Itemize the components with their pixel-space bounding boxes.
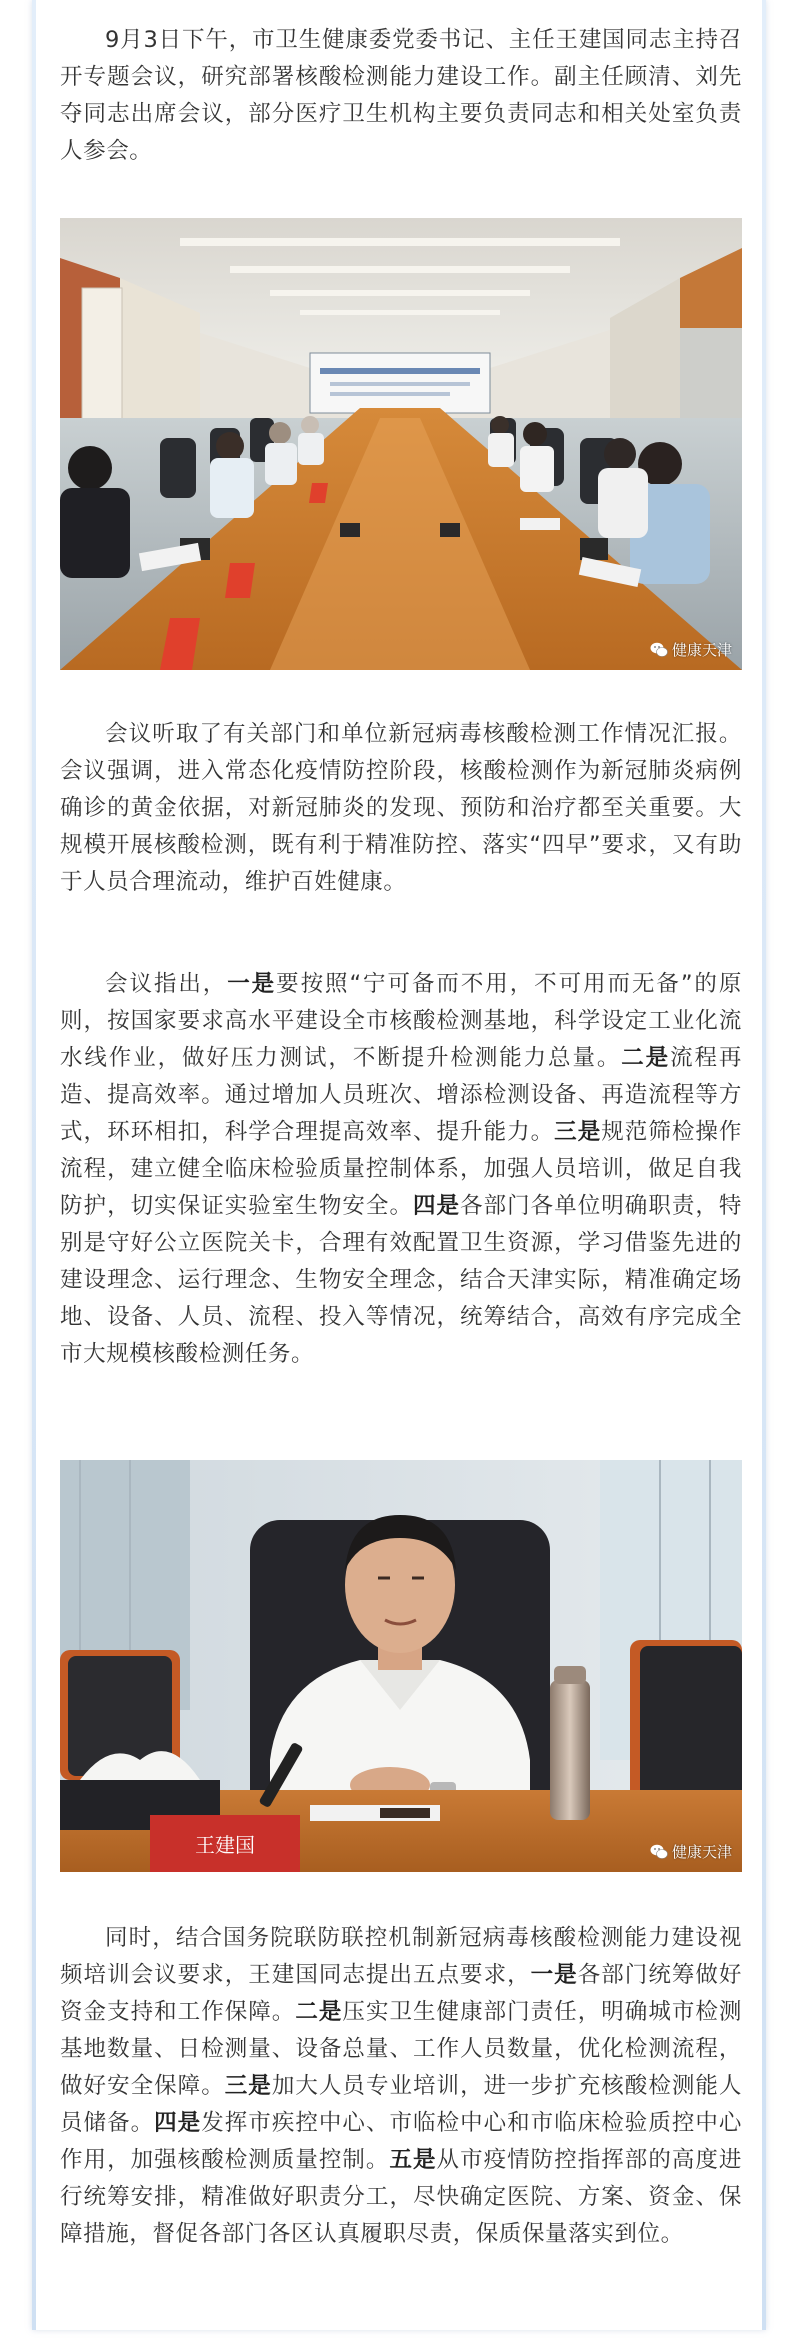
meeting-room-illustration: [60, 218, 742, 670]
p3-text-2: 流程再造、提高效率。通过增加人员班次、增添检测设备、再造流程等方式，环环相扣，科学合理提高效率、提升能力。: [60, 1045, 742, 1145]
watermark-text-2: 健康天津: [671, 1843, 732, 1861]
speaker-photo: [60, 1460, 742, 1872]
paragraph-2-text: 会议听取了有关部门和单位新冠病毒核酸检测工作情况汇报。会议强调，进入常态化疫情防控阶段，核酸检测作为新冠肺炎病例确诊的黄金依据，对新冠肺炎的发现、预防和治疗都至关重要。大规模开展核酸检测，既有利于精准防控、落实“四早”要求，又有助于人员合理流动，维护百姓健康。: [60, 721, 742, 895]
p4-key-1: 一是: [530, 1962, 578, 1988]
p4-text-3: 加大人员专业培训，进一步扩充核酸检测能人员储备。: [60, 2073, 743, 2136]
p4-key-5: 五是: [389, 2147, 437, 2173]
speaker-illustration: [60, 1460, 742, 1872]
p4-text-5: 从市疫情防控指挥部的高度进行统筹安排，精准做好职责分工，尽快确定医院、方案、资金、保障措施，督促各部门各区认真履职尽责，保质保量落实到位。: [60, 2147, 743, 2247]
paragraph-3-text: [60, 966, 742, 1373]
p4-intro: 同时，结合国务院联防联控机制新冠病毒核酸检测能力建设视频培训会议要求，王建国同志提出五点要求，: [60, 1925, 742, 1988]
p3-text-4: 各部门各单位明确职责，特别是守好公立医院关卡，合理有效配置卫生资源，学习借鉴先进的建设理念、运行理念、生物安全理念，结合天津实际，精准确定场地、设备、人员、流程、投入等情况，统筹结合，高效有序完成全市大规模核酸检测任务。: [60, 1193, 743, 1367]
watermark-2: [650, 1841, 732, 1862]
paragraph-4-text: [60, 1920, 742, 2253]
p4-text-2: 压实卫生健康部门责任，明确城市检测基地数量、日检测量、设备总量、工作人员数量，优化检测流程，做好安全保障。: [60, 1999, 743, 2099]
p4-key-3: 三是: [224, 2073, 272, 2099]
p4-key-2: 二是: [295, 1999, 343, 2025]
p3-key-2: 二是: [621, 1045, 671, 1071]
p4-text-4: 发挥市疾控中心、市临检中心和市临床检验质控中心作用，加强核酸检测质量控制。: [60, 2110, 743, 2173]
p4-text-1: 各部门统筹做好资金支持和工作保障。: [60, 1962, 743, 2025]
meeting-room-photo: [60, 218, 742, 670]
paragraph-2: [60, 716, 742, 901]
wechat-icon: [650, 642, 668, 658]
nameplate-text: 王建国: [195, 1833, 255, 1857]
card-left-border: [32, 0, 36, 2330]
p3-key-4: 四是: [412, 1193, 461, 1219]
watermark: [650, 639, 732, 660]
p3-intro: 会议指出，: [105, 971, 228, 997]
watermark-text: 健康天津: [671, 641, 732, 659]
paragraph-3: [60, 966, 742, 1373]
paragraph-1-text: 9月3日下午，市卫生健康委党委书记、主任王建国同志主持召开专题会议，研究部署核酸检测能力建设工作。副主任顾清、刘先夺同志出席会议，部分医疗卫生机构主要负责同志和相关处室负责人参会。: [60, 27, 742, 164]
p3-text-1: 要按照“宁可备而不用，不可用而无备”的原则，按国家要求高水平建设全市核酸检测基地，科学设定工业化流水线作业，做好压力测试，不断提升检测能力总量。: [60, 971, 742, 1071]
p4-key-4: 四是: [154, 2110, 202, 2136]
p3-key-3: 三是: [554, 1119, 602, 1145]
paragraph-1: [60, 22, 742, 170]
wechat-icon-2: [650, 1844, 668, 1860]
card-right-border: [762, 0, 766, 2330]
p3-key-1: 一是: [227, 971, 277, 997]
paragraph-4: [60, 1920, 742, 2253]
p3-text-3: 规范筛检操作流程，建立健全临床检验质量控制体系，加强人员培训，做足自我防护，切实保证实验室生物安全。: [60, 1119, 743, 1219]
